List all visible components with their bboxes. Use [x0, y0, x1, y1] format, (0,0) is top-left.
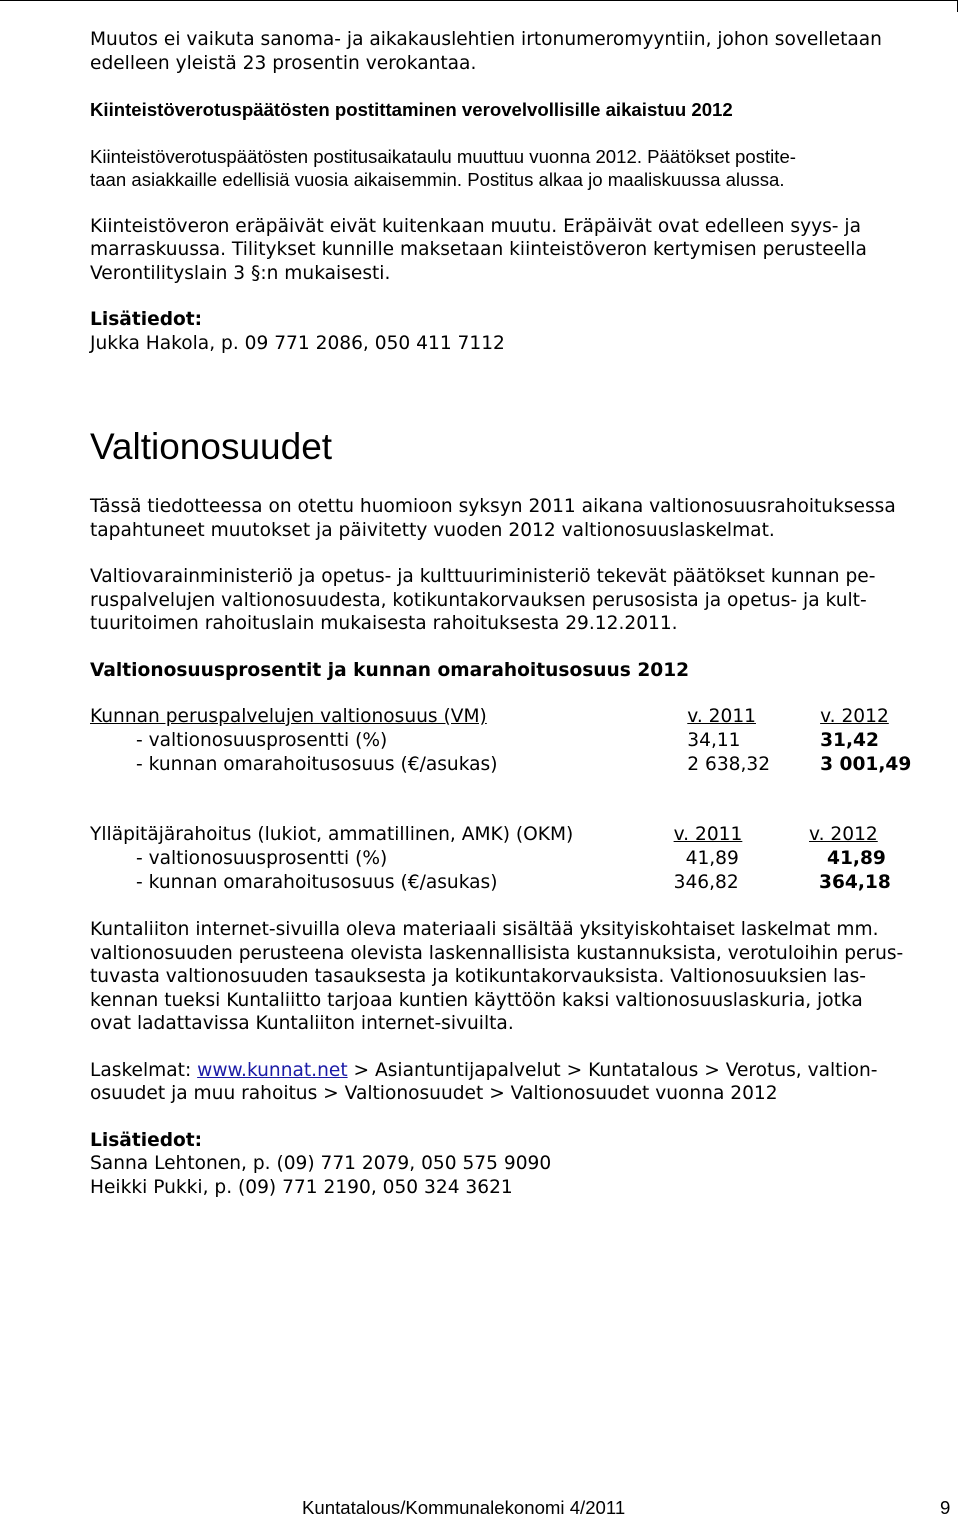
- valtionosuudet-paragraph-2-line-1: Valtiovarainministeriö ja opetus- ja kulttuuriministeriö tekevät päätökset kunnan pe-: [90, 566, 876, 587]
- row-label: - valtionosuusprosentti (%): [136, 848, 388, 869]
- contact-hakola: Jukka Hakola, p. 09 771 2086, 050 411 7112: [90, 332, 505, 354]
- kuntaliitto-paragraph-line-2: valtionosuuden perusteena olevista laskennallisista kustannuksista, verotuloihin perus-: [90, 942, 904, 964]
- valtionosuudet-paragraph-2-line-3: tuuritoimen rahoituslain mukaisesta rahoituksesta 29.12.2011.: [90, 613, 678, 634]
- page-number: 9: [940, 1497, 951, 1518]
- property-tax-paragraph-1-line-1: Kiinteistöverotuspäätösten postitusaikataulu muuttuu vuonna 2012. Päätökset postite-: [90, 145, 796, 167]
- kuntaliitto-paragraph-line-1: Kuntaliiton internet-sivuilla oleva materiaali sisältää yksityiskohtaiset laskelmat mm.: [90, 919, 879, 940]
- table-title: Kunnan peruspalvelujen valtionosuus (VM): [90, 706, 487, 727]
- state-share-table-upkeep-funding: [90, 823, 940, 895]
- table-row: [90, 823, 940, 847]
- table-row: [90, 705, 940, 729]
- value-2011: 41,89: [685, 848, 739, 869]
- valtionosuudet-paragraph-2-line-2: ruspalvelujen valtionosuudesta, kotikuntakorvauksen perusosista ja opetus- ja kult-: [90, 589, 867, 611]
- column-header-2012: v. 2012: [820, 706, 889, 727]
- property-tax-paragraph-2-line-2: marraskuussa. Tilitykset kunnille maksetaan kiinteistöveron kertymisen perusteella: [90, 239, 867, 260]
- property-tax-paragraph-1-line-2: taan asiakkaille edellisiä vuosia aikaisemmin. Postitus alkaa jo maaliskuussa alussa.: [90, 169, 785, 190]
- contact-pukki: Heikki Pukki, p. (09) 771 2190, 050 324 3621: [90, 1176, 513, 1198]
- footer-publication: Kuntatalous/Kommunalekonomi 4/2011: [302, 1497, 626, 1518]
- value-2011: 346,82: [673, 872, 739, 893]
- calculations-line-2: osuudet ja muu rahoitus > Valtionosuudet > Valtionosuudet vuonna 2012: [90, 1083, 778, 1104]
- section-heading-property-tax: Kiinteistöverotuspäätösten postittaminen verovelvollisille aikaistuu 2012: [90, 99, 733, 120]
- value-2012: 41,89: [827, 848, 886, 869]
- table-title: Ylläpitäjärahoitus (lukiot, ammatillinen, AMK) (OKM): [90, 824, 574, 845]
- row-label: - kunnan omarahoitusosuus (€/asukas): [136, 872, 498, 893]
- value-2011: 2 638,32: [687, 754, 771, 775]
- valtionosuudet-paragraph-1-line-2: tapahtuneet muutokset ja päivitetty vuoden 2012 valtionosuuslaskelmat.: [90, 519, 775, 541]
- intro-paragraph: Muutos ei vaikuta sanoma- ja aikakauslehtien irtonumeromyyntiin, johon sovelletaan edelleen yleistä 23 prosentin verokantaa.: [90, 29, 882, 74]
- page-border: [0, 0, 958, 12]
- column-header-2011: v. 2011: [673, 824, 743, 845]
- contact-lehtonen: Sanna Lehtonen, p. (09) 771 2079, 050 575 9090: [90, 1153, 552, 1174]
- kuntaliitto-paragraph-line-4: kennan tueksi Kuntaliitto tarjoaa kuntien käyttöön kaksi valtionosuuslaskuria, jotka: [90, 989, 863, 1011]
- value-2012: 3 001,49: [820, 754, 912, 775]
- subheading-state-share: Valtionosuusprosentit ja kunnan omarahoitusosuus 2012: [90, 659, 690, 681]
- value-2012: 364,18: [819, 872, 891, 893]
- calculations-prefix: Laskelmat:: [90, 1059, 198, 1081]
- kunnat-net-link[interactable]: www.kunnat.net: [197, 1059, 348, 1081]
- kuntaliitto-paragraph-line-5: ovat ladattavissa Kuntaliiton internet-sivuilta.: [90, 1013, 514, 1034]
- property-tax-paragraph-2-line-1: Kiinteistöveron eräpäivät eivät kuitenkaan muutu. Eräpäivät ovat edelleen syys- ja: [90, 215, 861, 237]
- valtionosuudet-paragraph-1-line-1: Tässä tiedotteessa on otettu huomioon syksyn 2011 aikana valtionosuusrahoituksessa: [90, 496, 896, 517]
- calculations-path: > Asiantuntijapalvelut > Kuntatalous > Verotus, valtion-: [347, 1059, 878, 1081]
- info-label: Lisätiedot:: [90, 309, 203, 330]
- row-label: - valtionosuusprosentti (%): [136, 730, 388, 751]
- document-page: [90, 28, 940, 1199]
- calculations-line-1: [90, 1059, 940, 1083]
- table-row: [90, 847, 940, 871]
- table-row: [90, 729, 940, 753]
- kuntaliitto-paragraph-line-3: tuvasta valtionosuuden tasauksesta ja kotikuntakorvauksista. Valtionosuuksien las-: [90, 966, 867, 987]
- state-share-table-basic-services: [90, 705, 940, 777]
- info-label: Lisätiedot:: [90, 1129, 203, 1151]
- value-2012: 31,42: [820, 730, 879, 751]
- column-header-2012: v. 2012: [809, 824, 878, 845]
- table-row: [90, 871, 940, 895]
- value-2011: 34,11: [687, 730, 741, 751]
- table-row: [90, 753, 940, 777]
- property-tax-paragraph-2-line-3: Verontilityslain 3 §:n mukaisesti.: [90, 262, 391, 284]
- row-label: - kunnan omarahoitusosuus (€/asukas): [136, 754, 498, 775]
- column-header-2011: v. 2011: [687, 706, 756, 727]
- section-title-valtionosuudet: Valtionosuudet: [90, 426, 333, 467]
